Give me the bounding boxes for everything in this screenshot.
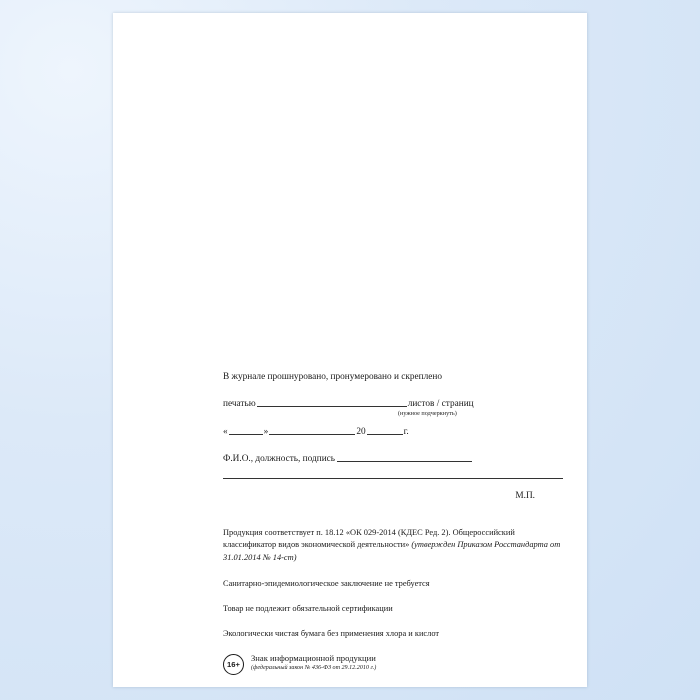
pages-label: листов / страниц: [407, 398, 474, 409]
certification-notice: Товар не подлежит обязательной сертификации: [223, 603, 393, 613]
age-rating-law: (федеральный закон № 436-ФЗ от 29.12.2010 г.): [251, 664, 377, 671]
age-rating-footer: [223, 653, 563, 675]
year-prefix: 20: [356, 427, 366, 438]
seal-mark: М.П.: [515, 491, 535, 502]
okved-text: Продукция соответствует п. 18.12 «ОК 029-2014 (КДЕС Ред. 2). Общероссийский классификатор видов экономической деятельности»: [223, 528, 515, 550]
quote-open: «: [223, 427, 228, 438]
age-rating-title: Знак информационной продукции: [251, 653, 376, 664]
date-line: [223, 425, 563, 439]
pages-count-blank[interactable]: [257, 397, 407, 407]
certification-line-1: В журнале прошнуровано, пронумеровано и скреплено: [223, 372, 443, 382]
day-blank[interactable]: [229, 425, 263, 435]
signature-blank[interactable]: [337, 452, 472, 462]
month-blank[interactable]: [269, 425, 355, 435]
sanitary-notice: Санитарно-эпидемиологическое заключение не требуется: [223, 578, 430, 588]
signature-line: [223, 452, 563, 466]
signature-label: Ф.И.О., должность, подпись: [223, 453, 336, 464]
okved-notice: [223, 527, 563, 564]
year-blank[interactable]: [367, 425, 403, 435]
age-rating-text: [251, 653, 376, 672]
underline-hint: (нужное подчеркнуть): [398, 410, 457, 418]
seal-label: печатью: [223, 398, 256, 409]
okved-order-text: (утвержден Приказом Росстандарта от 31.01.2014 № 14-ст): [223, 540, 561, 562]
document-content: [223, 371, 563, 675]
year-suffix: г.: [403, 427, 409, 438]
seal-pages-line: [223, 397, 563, 411]
signature-second-rule[interactable]: [223, 477, 563, 479]
quote-close: »: [263, 427, 269, 438]
ecology-notice: Экологически чистая бумага без применения хлора и кислот: [223, 629, 440, 639]
document-page: [113, 13, 587, 687]
age-badge-icon: 16+: [223, 654, 244, 675]
